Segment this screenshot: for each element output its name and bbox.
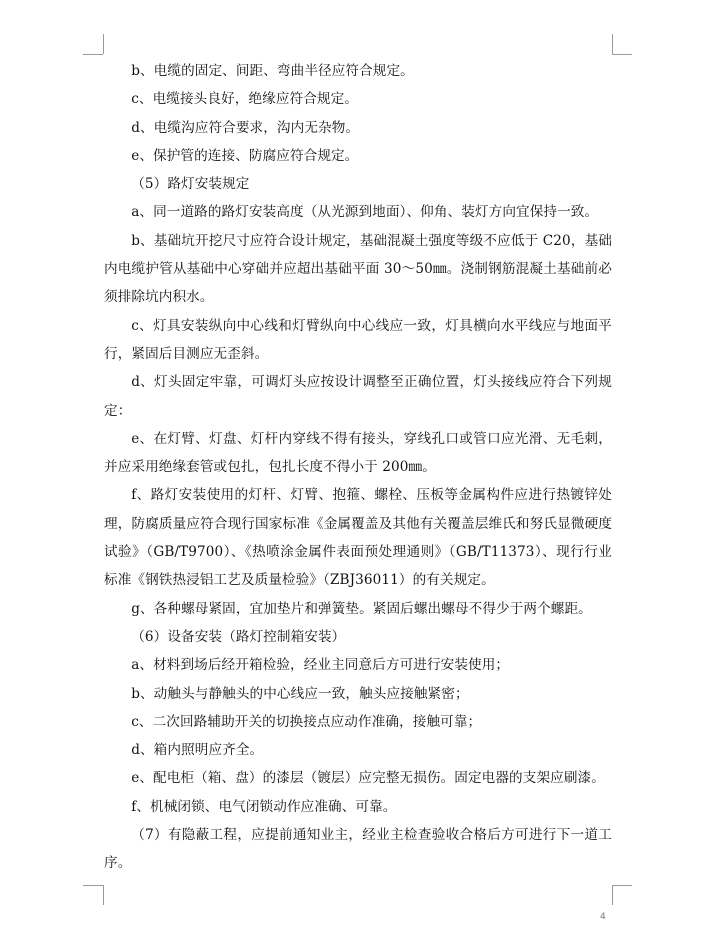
paragraph-concealed-work: （7）有隐蔽工程，应提前通知业主，经业主检查验收合格后方可进行下一道工序。 bbox=[104, 827, 612, 872]
section-heading-streetlight: （5）路灯安装规定 bbox=[131, 176, 250, 193]
paragraph-lamp-alignment: c、灯具安装纵向中心线和灯臂纵向中心线应一致，灯具横向水平线应与地面平行，紧固后目测应无歪斜。 bbox=[104, 317, 612, 362]
paragraph-cable-trench: d、电缆沟应符合要求，沟内无杂物。 bbox=[131, 119, 360, 136]
section-heading-equipment: （6）设备安装（路灯控制箱安装） bbox=[131, 628, 346, 645]
paragraph-interlock: f、机械闭锁、电气闭锁动作应准确、可靠。 bbox=[131, 798, 397, 815]
paragraph-cable-fixing: b、电缆的固定、间距、弯曲半径应符合规定。 bbox=[131, 63, 414, 79]
paragraph-install-height: a、同一道路的路灯安装高度（从光源到地面）、仰角、装灯方向宜保持一致。 bbox=[131, 204, 599, 221]
paragraph-protective-pipe: e、保护管的连接、防腐应符合规定。 bbox=[131, 147, 359, 164]
paragraph-cabinet-lighting: d、箱内照明应齐全。 bbox=[131, 742, 264, 759]
paragraph-material-inspection: a、材料到场后经开箱检验，经业主同意后方可进行安装使用； bbox=[131, 657, 510, 674]
paragraph-secondary-circuit: c、二次回路辅助开关的切换接点应动作准确，接触可靠； bbox=[131, 713, 482, 730]
paragraph-galvanizing: f、路灯安装使用的灯杆、灯臂、抱箍、螺栓、压板等金属构件应进行热镀锌处理，防腐质量应符合现行国家标准《金属覆盖及其他有关覆盖层维氏和努氏显微硬度试验》（GB/T9700）、《热喷涂金属件表面预处理通则》（GB/T11373）、现行行业标准《钢铁热浸铝工艺及质量检验》（ZBJ36011）的有关规定。 bbox=[104, 487, 612, 589]
page-number: 4 bbox=[600, 912, 606, 922]
paragraph-cable-joint: c、电缆接头良好，绝缘应符合规定。 bbox=[131, 91, 358, 108]
paragraph-foundation-pit: b、基础坑开挖尺寸应符合设计规定，基础混凝土强度等级不应低于 C20，基础内电缆护管从基础中心穿础并应超出基础平面 30～50㎜。浇制钢筋混凝土基础前必须排除坑内积水。 bbox=[104, 232, 612, 306]
paragraph-wiring: e、在灯臂、灯盘、灯杆内穿线不得有接头，穿线孔口或管口应光滑、无毛刺，并应采用绝缘套管或包扎，包扎长度不得小于 200㎜。 bbox=[104, 430, 612, 476]
paragraph-lamp-head: d、灯头固定牢靠，可调灯头应按设计调整至正确位置，灯头接线应符合下列规定： bbox=[104, 374, 612, 419]
paragraph-contacts: b、动触头与静触头的中心线应一致，触头应接触紧密； bbox=[131, 685, 469, 702]
paragraph-paint-layer: e、配电柜（箱、盘）的漆层（镀层）应完整无损伤。固定电器的支架应刷漆。 bbox=[131, 770, 605, 787]
document-body bbox=[104, 57, 612, 878]
paragraph-nut-fastening: g、各种螺母紧固，宜加垫片和弹簧垫。紧固后螺出螺母不得少于两个螺距。 bbox=[131, 600, 592, 617]
